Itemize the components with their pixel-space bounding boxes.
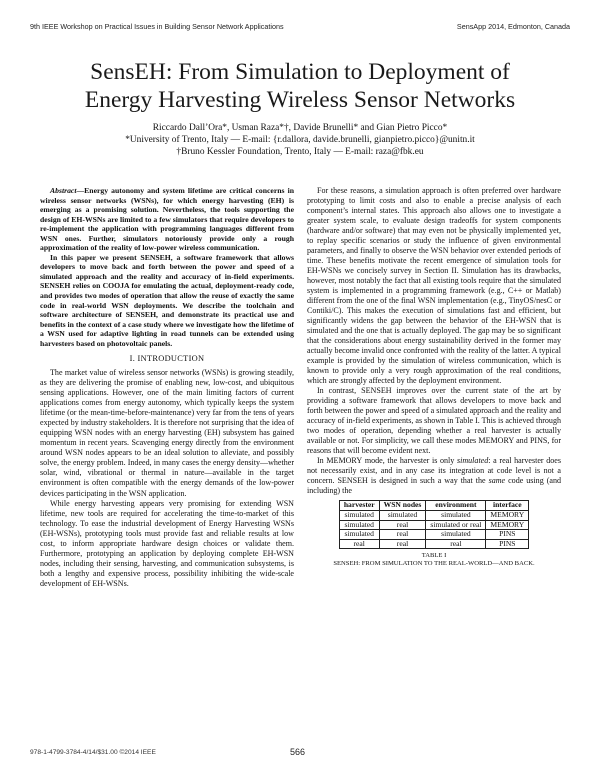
page-number: 566 [290, 747, 306, 757]
table-cell: MEMORY [486, 520, 529, 530]
table-row [339, 530, 528, 540]
p5-text-a: In [317, 456, 327, 466]
table-header-cell: WSN nodes [379, 501, 426, 511]
table-1 [339, 500, 529, 549]
table-row [339, 539, 528, 549]
right-column [307, 186, 561, 568]
left-column [40, 186, 294, 589]
abstract-paragraph-1 [40, 186, 294, 253]
table-caption-text: SENSEH: FROM SIMULATION TO THE REAL-WORLD—AND BACK. [333, 560, 535, 568]
running-header-right: SensApp 2014, Edmonton, Canada [456, 22, 570, 31]
p5-emph-same: same [488, 476, 506, 486]
p5-emph-simulated: simulated [456, 456, 489, 466]
intro-paragraph-2: While energy harvesting appears very promising for extending WSN lifetime, new tools are required for accelerating the time-to-market of this technology. To ease the industrial development of Energy Harvesting WSNs (EH-WSNs), prototyping tools must provide fast and reliable results at low cost, to inform appropriate hardware design choices or validate them. Furthermore, prototyping an application by deploying complete EH-WSN nodes, including their sensing, harvesting, and communication subsystems, is both a lengthy and expensive process, possibility inhibiting the wide-scale development of EH-WSNs. [40, 498, 294, 588]
paper-title [20, 58, 580, 114]
affiliation-2: †Bruno Kessler Foundation, Trento, Italy — E-mail: raza@fbk.eu [176, 147, 424, 157]
table-cell: simulated [339, 520, 379, 530]
table-cell: PINS [486, 530, 529, 540]
author-list: Riccardo Dall’Ora*, Usman Raza*†, Davide Brunelli* and Gian Pietro Picco* [152, 123, 448, 133]
table-cell: simulated or real [426, 520, 486, 530]
table-header-cell: interface [486, 501, 529, 511]
body-paragraph-3: For these reasons, a simulation approach is often preferred over hardware prototyping to limit costs and also to enable a precise analysis of each component’s internal states. This approach also allows one to investigate a greater system scale, to evaluate design tradeoffs for system components (hardware and/or software) that may even not be physically implemented yet, to replay specific scenarios or study the influence of given environmental parameters, and finally to observe the WSN behavior over extended periods of time. These benefits motivate the recent emergence of simulation tools for EH-WSNs we concisely survey in Section II. Simulation has its drawbacks, however, most notably the fact that all existing tools require that the simulated system is implemented in a programming framework (e.g., C++ or Matlab) different from the one of the final WSN implementation (e.g., TinyOS/nesC or Contiki/C). This makes the execution of simulations fast and efficient, but significantly widens the gap between the behavior of the EH-WSN that is simulated and the one that is actually deployed. The gap may be so significant that the considerations about energy sustainability derived in the former may actually become invalid once confronted with the reality of the latter. A typical example is provided by the simulation of wireless communication, which is known to provide only a very rough approximation of the real conditions, which are strongly affected by the deployment environment. [307, 186, 561, 386]
table-cell: PINS [486, 539, 529, 549]
table-header-cell: environment [426, 501, 486, 511]
table-cell: real [379, 539, 426, 549]
body-paragraph-5 [307, 456, 561, 496]
p5-text-b: mode, the harvester is only [362, 456, 457, 466]
copyright-footer: 978-1-4799-3784-4/14/$31.00 ©2014 IEEE [30, 749, 156, 756]
author-block [20, 122, 580, 158]
intro-paragraph-1: The market value of wireless sensor networks (WSNs) is growing steadily, as they are delivering the promise of enabling new, low-cost, and ubiquitous sensing applications. However, one of the main limiting factors of current applications comes from energy autonomy, which typically keeps the system lifetime (or the mean-time-before-maintenance) very far from the tens of years expected by industry stakeholders. It is therefore not surprising that the idea of equipping WSN nodes with an energy harvesting (EH) subsystem has gained momentum in recent years. Scavenging energy directly from the environment around WSN nodes appears to be an ideal solution to alleviate, and possibly solve, the energy problem. Indeed, in many cases the energy density—whether solar, wind, vibrational or thermal in nature—available in the target environment is often compatible with the energy demands of the low-power devices participating in the WSN application. [40, 368, 294, 498]
abstract-paragraph-2: In this paper we present SENSEH, a software framework that allows developers to move back and forth between the power and speed of a simulated approach and the reality and accuracy of in-field experiments. SENSEH relies on COOJA for emulating the actual, deployment-ready code, and provides two modes of operation that allow the reuse of exactly the same code in real-world WSN deployments. We describe the toolchain and software architecture of SENSEH, and demonstrate its practical use and benefits in the context of a case study where we investigate how the lifetime of a WSN used for adaptive lighting in road tunnels can be extended using harvesters based on photovoltaic panels. [40, 252, 294, 348]
table-cell: simulated [426, 511, 486, 521]
table-caption-label: TABLE I [421, 552, 447, 560]
title-line-2: Energy Harvesting Wireless Sensor Networks [84, 87, 516, 113]
p5-text-d: code using (and including) the [307, 476, 561, 496]
table-cell: simulated [339, 511, 379, 521]
abstract-text-1: —Energy autonomy and system lifetime are critical concerns in wireless sensor networks (WSNs), for which energy harvesting (EH) is emerging as a promising solution. Nevertheless, the tools supporting the design of EH-WSNs are limited to a few simulators that require developers to re-implement the application with programming languages different from WSN ones. Further, simulators notoriously provide only a rough approximation of the reality of low-power wireless communication. [40, 186, 294, 253]
affiliation-1: *University of Trento, Italy — E-mail: {r.dallora, davide.brunelli, gianpietro.picco}@unitn.it [125, 135, 475, 145]
body-paragraph-4: In contrast, SENSEH improves over the current state of the art by providing a software framework that allows developers to move back and forth between the power and speed of a simulated approach and the reality and accuracy of in-field experiments, as shown in Table I. This is achieved through two modes of operation, depending whether a real harvester is actually available or not. For simplicity, we call these modes MEMORY and PINS, for reasons that will become evident next. [307, 386, 561, 456]
table-cell: real [426, 539, 486, 549]
table-row [339, 511, 528, 521]
running-header-left: 9th IEEE Workshop on Practical Issues in Building Sensor Network Applications [30, 22, 284, 31]
abstract [40, 186, 294, 348]
table-cell: real [339, 539, 379, 549]
table-cell: real [379, 520, 426, 530]
table-cell: real [379, 530, 426, 540]
table-cell: simulated [426, 530, 486, 540]
section-heading-introduction: I. INTRODUCTION [129, 354, 205, 364]
table-cell: MEMORY [486, 511, 529, 521]
title-line-1: SensEH: From Simulation to Deployment of [90, 59, 510, 85]
table-caption [307, 552, 561, 568]
table-header-cell: harvester [339, 501, 379, 511]
p5-mode-name: MEMORY [326, 456, 363, 466]
table-cell: simulated [339, 530, 379, 540]
abstract-label: Abstract [50, 186, 77, 195]
table-cell: simulated [379, 511, 426, 521]
p5-text-c: : a real harvester does not necessarily exist, and in any case its integration at code level is not a concern. SENSEH is designed in such a way that the [307, 456, 562, 486]
